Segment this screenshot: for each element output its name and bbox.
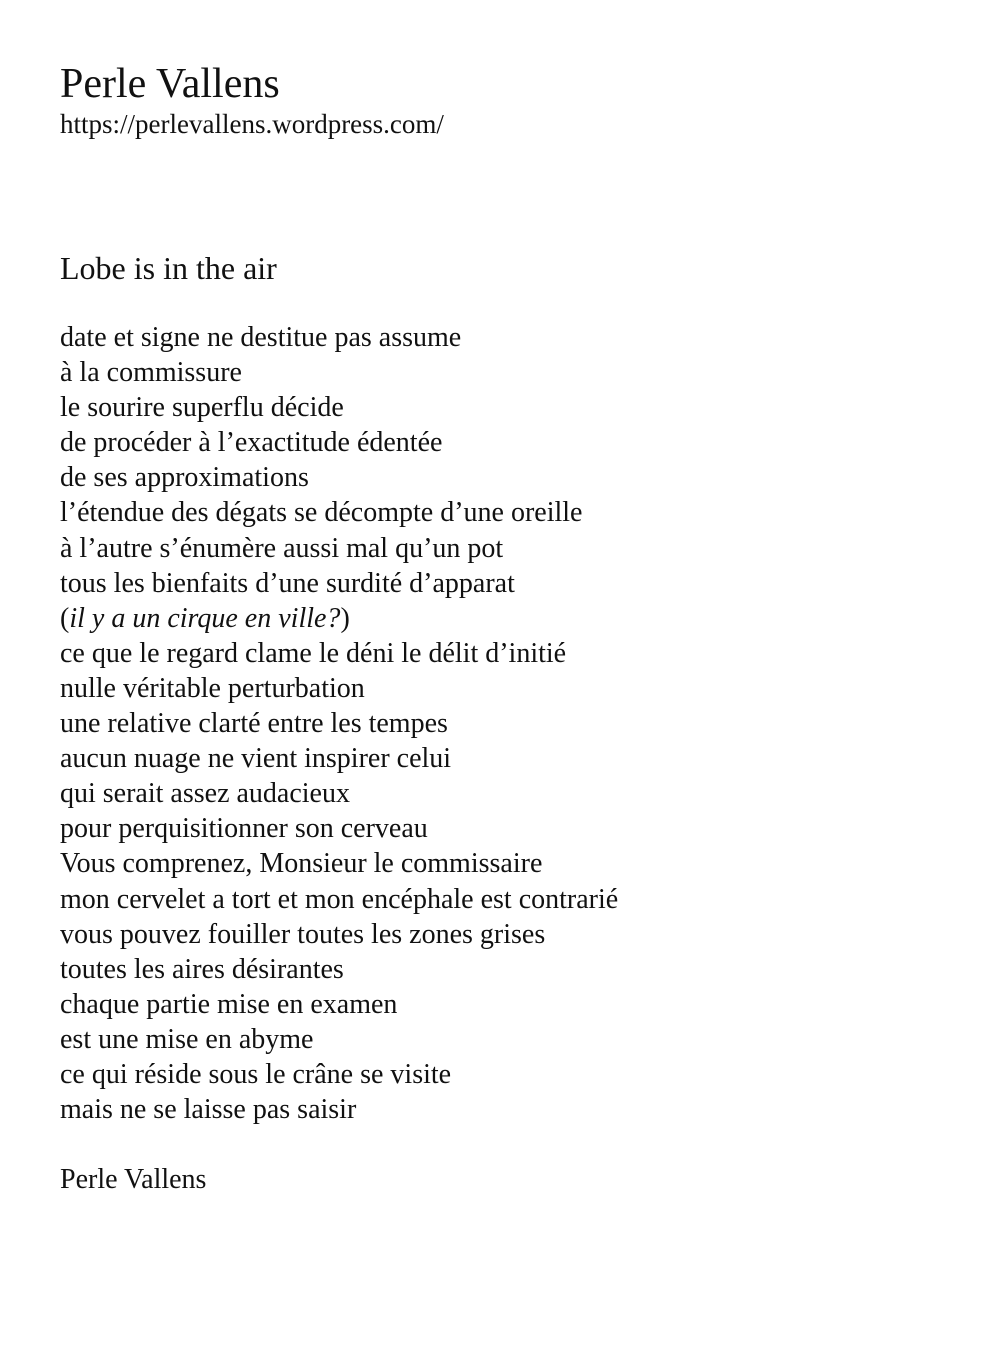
poem-line: qui serait assez audacieux: [60, 778, 350, 810]
poem-line: toutes les aires désirantes: [60, 953, 344, 985]
poem-line: tous les bienfaits d’une surdité d’apparat: [60, 567, 515, 599]
poem-line: nulle véritable perturbation: [60, 672, 365, 704]
poem-line: l’étendue des dégats se décompte d’une oreille: [60, 497, 583, 529]
poem-line-parenthetical: (il y a un cirque en ville?): [60, 602, 350, 634]
poem-line: pour perquisitionner son cerveau: [60, 813, 428, 845]
author-name: Perle Vallens: [60, 61, 280, 107]
poem-line: aucun nuage ne vient inspirer celui: [60, 743, 452, 775]
author-url: https://perlevallens.wordpress.com/: [60, 109, 444, 139]
poem-title: Lobe is in the air: [60, 250, 277, 286]
poem-line: ce qui réside sous le crâne se visite: [60, 1058, 452, 1090]
poem-line: à la commissure: [60, 357, 242, 389]
poem-line: de ses approximations: [60, 462, 309, 494]
poem-line: est une mise en abyme: [60, 1023, 314, 1055]
poem-line: une relative clarté entre les tempes: [60, 708, 448, 740]
poem-line-italic: il y a un cirque en ville?: [69, 602, 341, 634]
poem-line: vous pouvez fouiller toutes les zones grises: [60, 918, 546, 950]
poem-body: [60, 320, 618, 1127]
poem-line: date et signe ne destitue pas assume: [60, 322, 462, 353]
poem-line: à l’autre s’énumère aussi mal qu’un pot: [60, 532, 504, 564]
poem-line: Vous comprenez, Monsieur le commissaire: [60, 848, 543, 880]
poem-line: mon cervelet a tort et mon encéphale est contrarié: [60, 883, 619, 915]
poem-signature: Perle Vallens: [60, 1164, 207, 1195]
poem-line: ce que le regard clame le déni le délit d’initié: [60, 637, 567, 669]
poem-line: de procéder à l’exactitude édentée: [60, 427, 443, 459]
poem-line: mais ne se laisse pas saisir: [60, 1094, 357, 1126]
poem-line: le sourire superflu décide: [60, 392, 344, 424]
poem-line: chaque partie mise en examen: [60, 988, 398, 1020]
